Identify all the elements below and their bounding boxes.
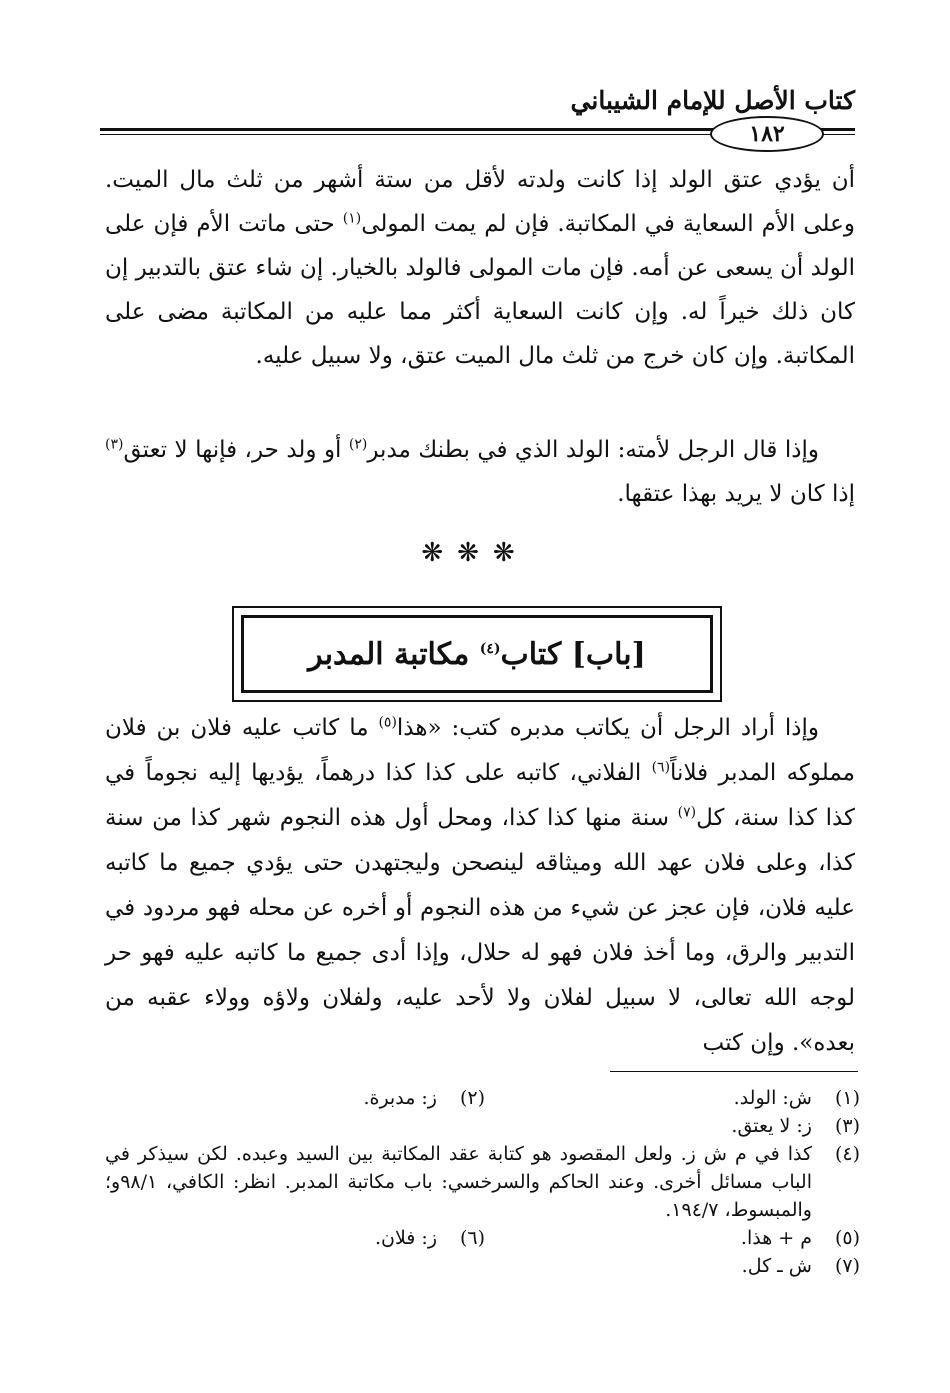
footnote-ref: (٢) [348,436,368,453]
footnote-text: ش ـ كل. [741,1255,812,1277]
footnote-text: م + هذا. [740,1227,812,1249]
page-header [100,82,855,147]
text-run: أن يؤدي عتق الولد إذا كانت ولدته لأقل من ستة أشهر من ثلث مال الميت. وعلى الأم السعاية في المكاتبة. فإن لم يمت المولى [105,167,855,237]
text-run: الفلاني، كاتبه على كذا كذا درهماً، يؤديها إليه نجوماً في كذا كذا سنة، كل [105,760,856,831]
paragraph-3 [105,706,855,1066]
footnote-row [105,1224,860,1252]
footnote-number: (٧) [834,1255,860,1277]
footnote-number: (٣) [834,1115,860,1137]
chapter-heading-frame [232,606,722,702]
footnote-ref: (٤) [479,640,501,657]
footnotes [105,1084,860,1280]
footnote-ref: (١) [342,210,362,227]
footnote-item [734,1084,860,1112]
footnote-item [363,1084,485,1112]
text-run: مكاتبة المدبر [308,636,480,672]
footnote-text: ش: الولد. [733,1087,812,1109]
text-run: وإذا أراد الرجل أن يكاتب مدبره كتب: «هذا [396,715,820,741]
footnote-item [105,1112,860,1140]
section-separator: ❋❋❋ [421,538,529,568]
footnote-item [375,1224,485,1252]
footnote-number: (٢) [459,1087,485,1109]
paragraph-1 [105,158,855,378]
footnote-text: كذا في م ش ز. ولعل المقصود هو كتابة عقد المكاتبة بين السيد وعبده. لكن سيذكر في الباب مسائل أخرى. وعند الحاكم والسرخسي: باب مكاتبة المدبر. انظر: الكافي، ٩٨/١و؛ والمبسوط، ١٩٤/٧. [105,1143,812,1221]
page-number: ١٨٢ [749,121,785,147]
text-run: ما كاتب عليه فلان بن فلان مملوكه المدبر فلاناً [105,715,855,786]
footnote-ref: (٥) [378,714,397,731]
footnote-separator-rule [610,1071,858,1072]
footnote-text: ز: فلان. [374,1227,437,1249]
text-run: [باب] كتاب [500,636,646,672]
chapter-heading-inner-frame [241,615,713,693]
footnote-ref: (٧) [677,804,697,821]
page-number-badge [710,116,824,152]
footnote-ref: (٣) [105,436,124,453]
footnote-item [741,1224,860,1252]
footnote-item [105,1140,860,1224]
text-run: إذا كان لا يريد بهذا عتقها. [617,481,855,507]
footnote-text: ز: لا يعتق. [731,1115,812,1137]
text-run: وإذا قال الرجل لأمته: الولد الذي في بطنك مدبر [367,437,819,463]
chapter-title [308,637,646,672]
footnote-number: (٤) [834,1143,860,1165]
footnote-text: ز: مدبرة. [363,1087,437,1109]
footnote-item [105,1252,860,1280]
text-run: أو ولد حر، فإنها لا تعتق [123,437,349,463]
footnote-ref: (٦) [651,759,671,776]
footnote-number: (٦) [459,1227,485,1249]
footnote-number: (١) [834,1087,860,1109]
text-run: حتى ماتت الأم فإن على الولد أن يسعى عن أمه. فإن مات المولى فالولد بالخيار. إن شاء عتق بالتدبير إن كان ذلك خيراً له. وإن كانت السعاية أكثر مما عليه من المكاتبة مضى على المكاتبة. وإن كان خرج من ثلث مال الميت عتق، ولا سبيل عليه. [105,211,855,369]
footnote-number: (٥) [834,1227,860,1249]
footnote-row [105,1084,860,1112]
text-run: سنة منها كذا كذا، ومحل أول هذه النجوم شهر كذا من سنة كذا، وعلى فلان عهد الله وميثاقه لينصحن وليجتهدن حتى يؤدي جميع ما كاتبه عليه فلان، فإن عجز عن شيء من هذه النجوم أو أخره عن محله فهو مردود في التدبير والرق، وما أخذ فلان فهو له حلال، وإذا أدى جميع ما كاتبه عليه فهو حر لوجه الله تعالى، لا سبيل لفلان ولا لأحد عليه، ولفلان ولاؤه وولاء عقبه من بعده». وإن كتب [105,805,855,1056]
paragraph-2 [105,428,855,516]
running-title: كتاب الأصل للإمام الشيباني [570,86,855,115]
